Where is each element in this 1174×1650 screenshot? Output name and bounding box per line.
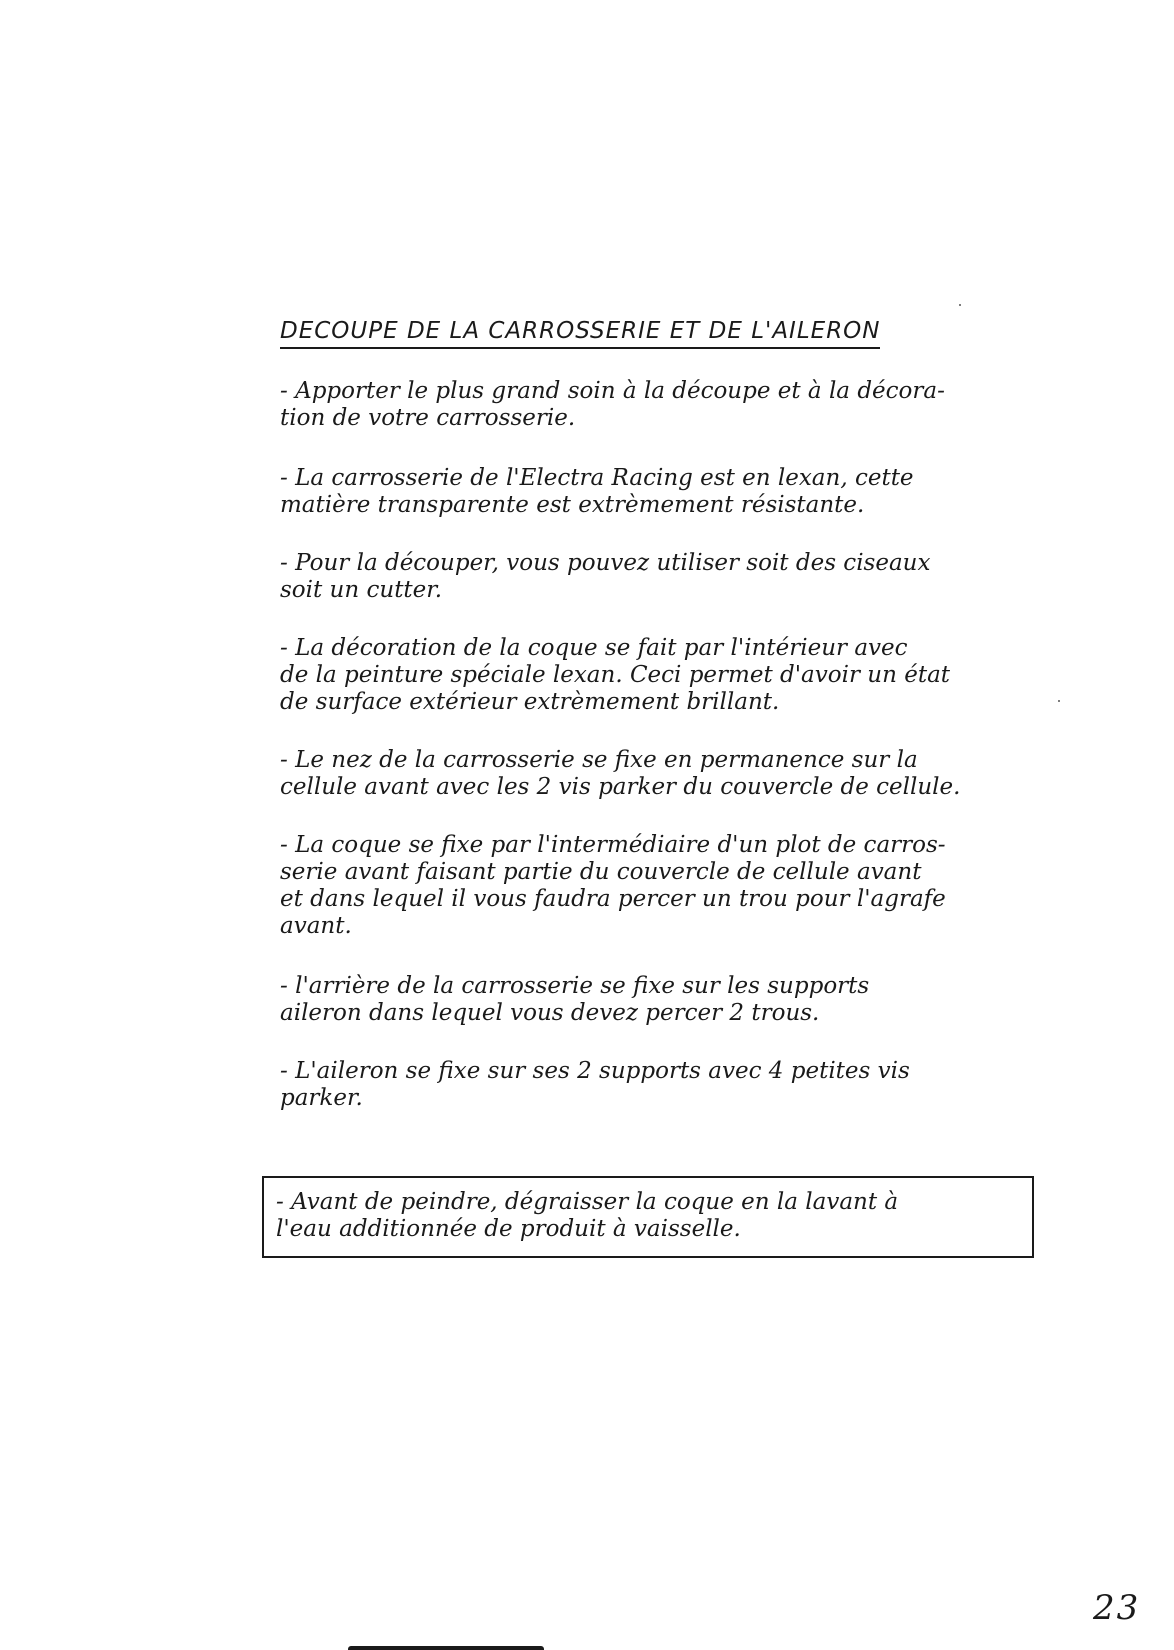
- paragraph-rear: [280, 973, 1100, 1027]
- note-line: - Avant de peindre, dégraisser la coque en la lavant à: [276, 1189, 899, 1215]
- text-line: - l'arrière de la carrosserie se fixe sur les supports: [280, 973, 870, 999]
- page-number: 23: [1093, 1588, 1141, 1628]
- paragraph-lexan: [280, 465, 1100, 519]
- paragraph-cutting-tools: [280, 550, 1100, 604]
- text-line: matière transparente est extrèmement résistante.: [280, 492, 865, 518]
- text-line: - L'aileron se fixe sur ses 2 supports avec 4 petites vis: [280, 1058, 910, 1084]
- text-line: de surface extérieur extrèmement brillant.: [280, 689, 780, 715]
- text-line: - Pour la découper, vous pouvez utiliser soit des ciseaux: [280, 550, 931, 576]
- note-box: [262, 1176, 1034, 1258]
- text-line: soit un cutter.: [280, 577, 443, 603]
- paragraph-decoration: [280, 635, 1100, 716]
- paragraph-aileron: [280, 1058, 1100, 1112]
- text-line: cellule avant avec les 2 vis parker du couvercle de cellule.: [280, 774, 961, 800]
- paragraph-nose: [280, 747, 1100, 801]
- section-title: DECOUPE DE LA CARROSSERIE ET DE L'AILERON: [280, 318, 880, 349]
- text-line: serie avant faisant partie du couvercle de cellule avant: [280, 859, 922, 885]
- text-line: - Le nez de la carrosserie se fixe en permanence sur la: [280, 747, 918, 773]
- page-edge-mark: [348, 1646, 544, 1650]
- text-line: - La carrosserie de l'Electra Racing est en lexan, cette: [280, 465, 914, 491]
- text-line: et dans lequel il vous faudra percer un trou pour l'agrafe: [280, 886, 946, 912]
- text-line: de la peinture spéciale lexan. Ceci permet d'avoir un état: [280, 662, 951, 688]
- text-line: tion de votre carrosserie.: [280, 405, 576, 431]
- text-line: parker.: [280, 1085, 363, 1111]
- paragraph-care: [280, 378, 1100, 432]
- scan-speck: [959, 304, 961, 306]
- text-line: aileron dans lequel vous devez percer 2 trous.: [280, 1000, 820, 1026]
- text-line: - Apporter le plus grand soin à la découpe et à la décora-: [280, 378, 945, 404]
- text-line: avant.: [280, 913, 352, 939]
- note-line: l'eau additionnée de produit à vaisselle.: [276, 1216, 741, 1242]
- text-line: - La coque se fixe par l'intermédiaire d'un plot de carros-: [280, 832, 946, 858]
- text-line: - La décoration de la coque se fait par l'intérieur avec: [280, 635, 908, 661]
- scan-speck: [1058, 700, 1060, 702]
- paragraph-hull-mount: [280, 832, 1100, 940]
